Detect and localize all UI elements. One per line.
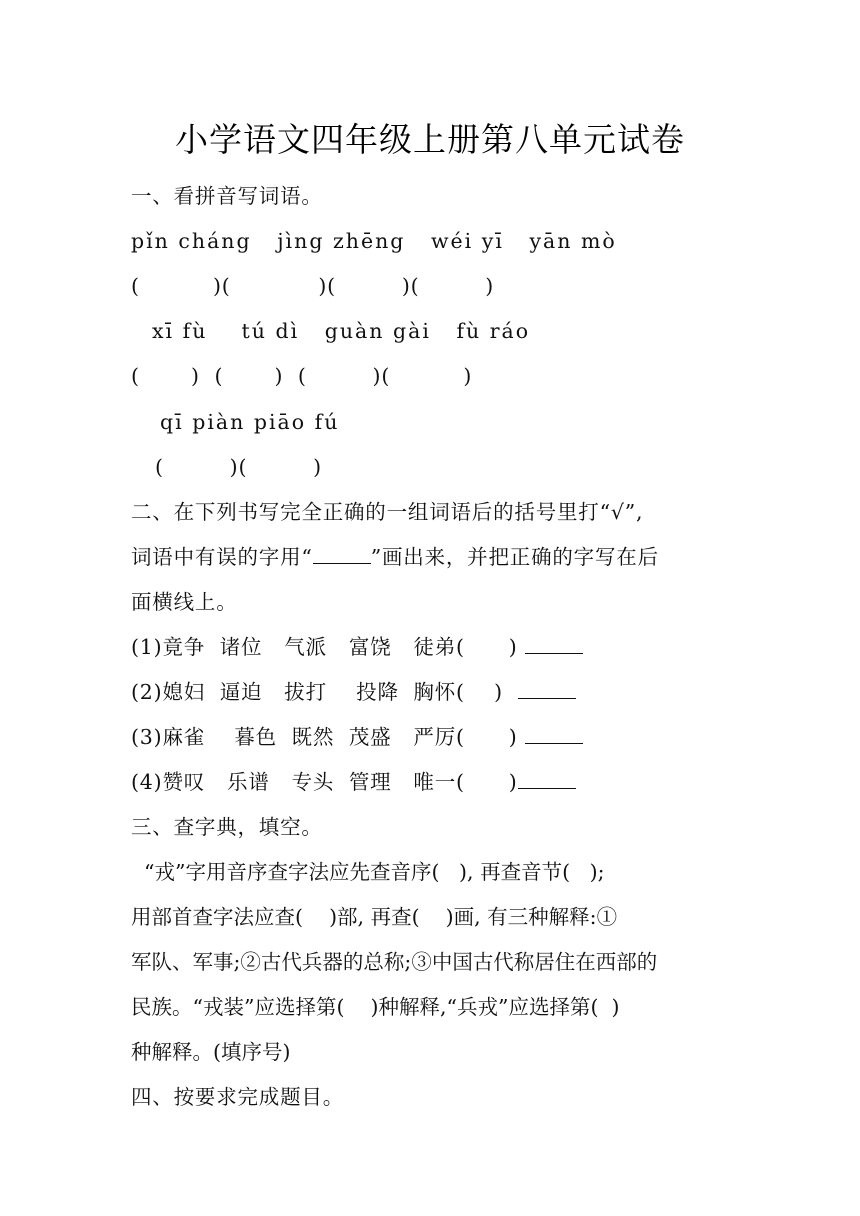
section-heading-2-line-2: 词语中有误的字用“ ”画出来，并把正确的字写在后 bbox=[131, 545, 659, 569]
word: 暮色 bbox=[234, 725, 277, 749]
word: 胸怀 bbox=[413, 680, 456, 704]
answer-line[interactable] bbox=[518, 768, 576, 789]
paragraph-line: 民族。“戎装”应选择第( )种解释,“兵戎”应选择第( ) bbox=[131, 995, 620, 1019]
word: 麻雀 bbox=[162, 725, 206, 749]
paragraph-line: 种解释。(填序号) bbox=[131, 1040, 291, 1064]
word: 严厉 bbox=[413, 725, 456, 749]
word: 乐谱 bbox=[227, 770, 270, 794]
pinyin: xī fù bbox=[152, 319, 208, 343]
pinyin: jìng zhēng bbox=[277, 229, 406, 253]
answer-box[interactable]: ( ) bbox=[327, 274, 411, 298]
word: 逼迫 bbox=[219, 680, 263, 704]
section-heading-2-line-3: 面横线上。 bbox=[131, 590, 238, 614]
word: 管理 bbox=[348, 770, 392, 794]
word: 唯一 bbox=[413, 770, 456, 794]
answer-box[interactable]: ( ) bbox=[155, 455, 239, 479]
pinyin: piāo fú bbox=[253, 410, 340, 434]
pinyin-row-2 bbox=[152, 316, 530, 346]
pinyin: wéi yī bbox=[430, 229, 504, 253]
answer-box[interactable]: ( ) bbox=[456, 770, 518, 794]
answer-brackets-row-3 bbox=[155, 452, 322, 482]
page-title: 小学语文四年级上册第八单元试卷 bbox=[175, 120, 685, 159]
answer-box[interactable]: ( ) bbox=[131, 274, 222, 298]
pinyin: guàn gài bbox=[324, 319, 431, 343]
answer-box[interactable]: ( ) bbox=[381, 364, 473, 388]
word: 媳妇 bbox=[162, 680, 206, 704]
word-group-3: (3)麻雀 暮色 既然 茂盛 严厉( ) bbox=[131, 722, 583, 752]
answer-line[interactable] bbox=[518, 678, 576, 699]
word: 富饶 bbox=[348, 635, 392, 659]
paragraph-line: 军队、军事;②古代兵器的总称;③中国古代称居住在西部的 bbox=[131, 950, 658, 974]
word: 专头 bbox=[291, 770, 335, 794]
word: 竟争 bbox=[162, 635, 206, 659]
section-heading-2: 二、在下列书写完全正确的一组词语后的括号里打“√”, bbox=[131, 500, 644, 524]
answer-line[interactable] bbox=[525, 633, 583, 654]
answer-box[interactable]: ( ) bbox=[214, 364, 284, 388]
word: 拔打 bbox=[284, 680, 327, 704]
word-group-2: (2)媳妇 逼迫 拔打 投降 胸怀( ) bbox=[131, 677, 576, 707]
pinyin-row-3 bbox=[160, 407, 339, 437]
answer-box[interactable]: ( ) bbox=[238, 455, 322, 479]
section-heading-1: 一、看拼音写词语。 bbox=[131, 184, 323, 208]
paragraph-line: “戎”字用音序查字法应先查音序( ), 再查音节( ); bbox=[131, 860, 605, 884]
answer-box[interactable]: ( ) bbox=[456, 635, 518, 659]
pinyin: fù ráo bbox=[456, 319, 531, 343]
underline-sample bbox=[313, 543, 371, 564]
word: 既然 bbox=[291, 725, 335, 749]
pinyin: pǐn cháng bbox=[131, 229, 252, 253]
word-group-4: (4)赞叹 乐谱 专头 管理 唯一( ) bbox=[131, 767, 576, 797]
answer-box[interactable]: ( ) bbox=[297, 364, 382, 388]
answer-line[interactable] bbox=[525, 723, 583, 744]
word: 赞叹 bbox=[162, 770, 206, 794]
answer-box[interactable]: ( ) bbox=[131, 364, 200, 388]
answer-brackets-row-2 bbox=[131, 361, 472, 391]
word: 茂盛 bbox=[348, 725, 392, 749]
answer-box[interactable]: ( ) bbox=[410, 274, 495, 298]
section-heading-4: 四、按要求完成题目。 bbox=[131, 1085, 344, 1109]
pinyin-row-1 bbox=[131, 226, 617, 256]
pinyin: qī piàn bbox=[160, 410, 246, 434]
paragraph-line: 用部首查字法应查( )部, 再查( )画, 有三种解释:① bbox=[131, 905, 618, 929]
answer-box[interactable]: ( ) bbox=[221, 274, 328, 298]
word: 气派 bbox=[284, 635, 327, 659]
pinyin: yān mò bbox=[529, 229, 617, 253]
answer-box[interactable]: ( ) bbox=[456, 680, 503, 704]
word: 投降 bbox=[356, 680, 399, 704]
pinyin: tú dì bbox=[241, 319, 300, 343]
answer-box[interactable]: ( ) bbox=[456, 725, 518, 749]
answer-brackets-row-1 bbox=[131, 271, 494, 301]
word: 徒弟 bbox=[413, 635, 456, 659]
word-group-1: (1)竟争 诸位 气派 富饶 徒弟( ) bbox=[131, 632, 583, 662]
section-heading-3: 三、查字典，填空。 bbox=[131, 815, 323, 839]
word: 诸位 bbox=[219, 635, 263, 659]
